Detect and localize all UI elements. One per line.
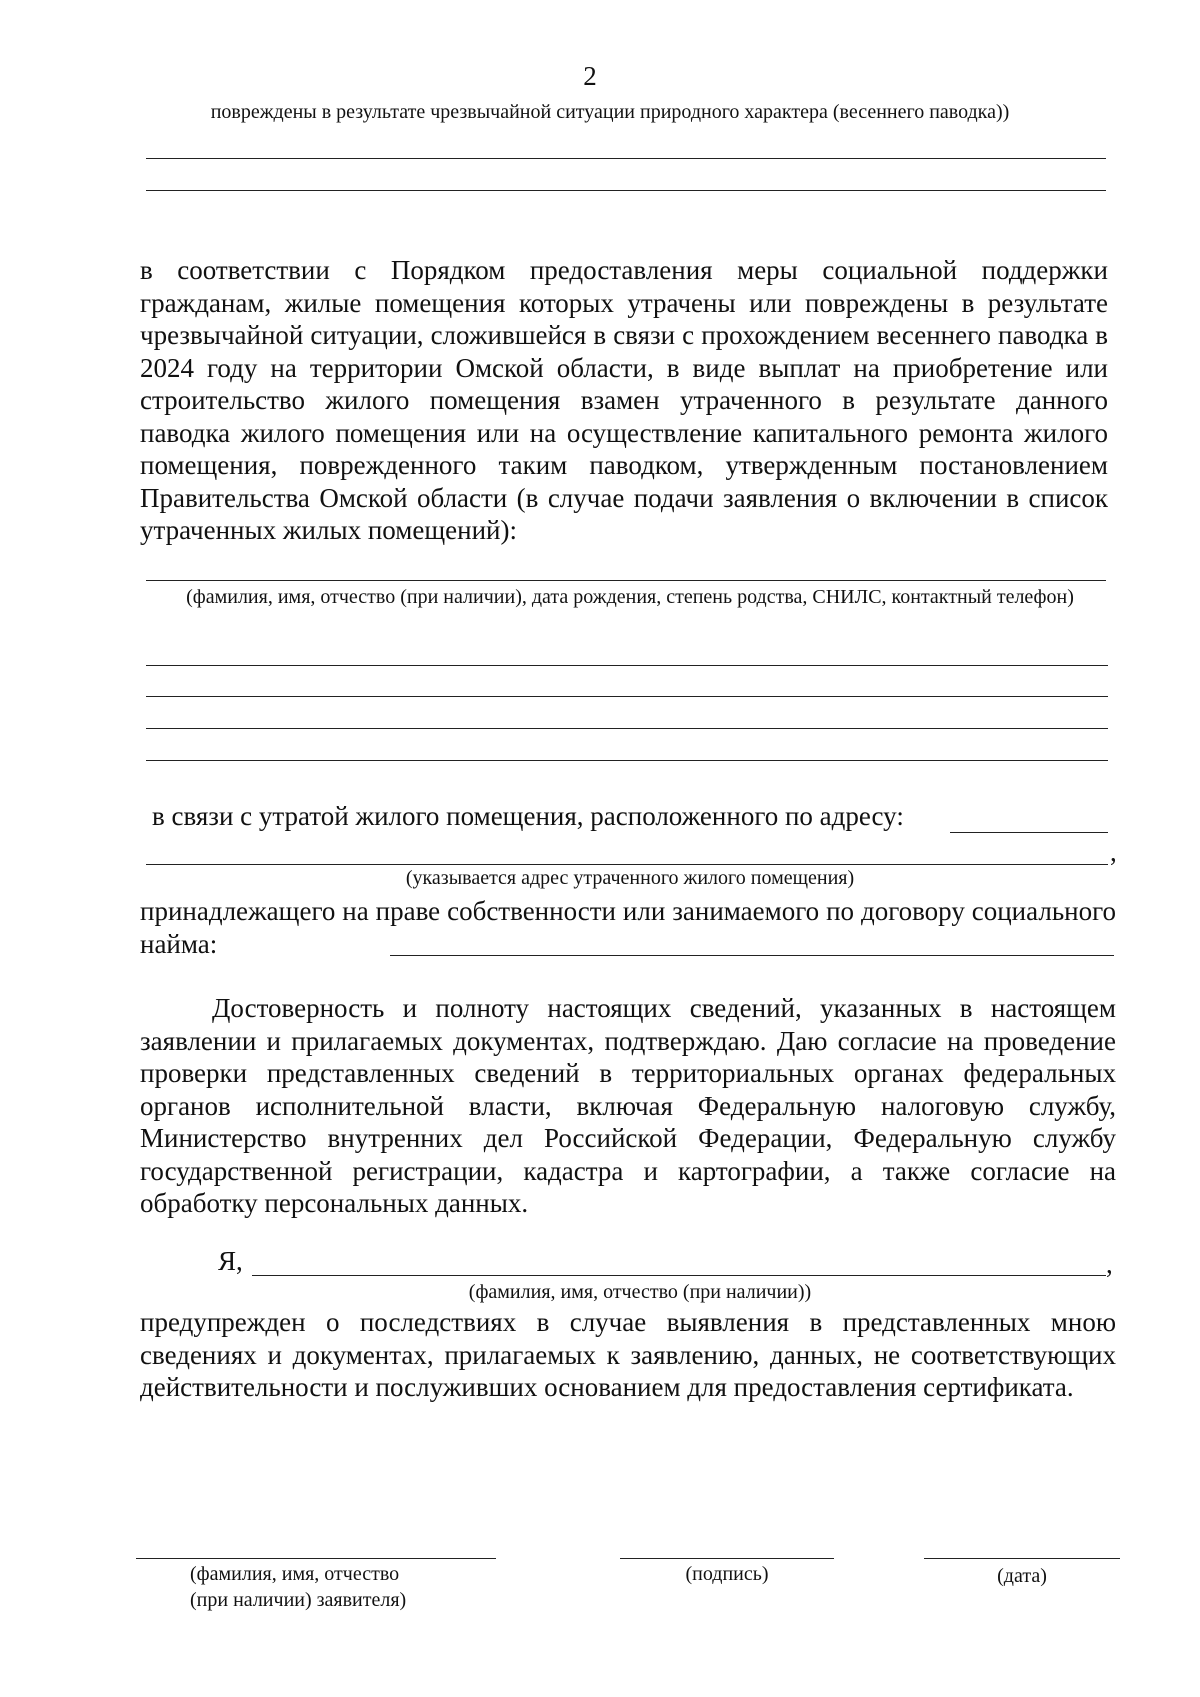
main-paragraph: в соответствии с Порядком предоставления меры социальной поддержки гражданам, жилые помещения которых утрачены или повреждены в результате чрезвычайной ситуации, сложившейся в связи с прохождением весеннего паводка в 2024 году на территории Омской области, в виде выплат на приобретение или строительство жилого помещения взамен утраченного в результате данного паводка жилого помещения или на осуществление капитального ремонта жилого помещения, поврежденного таким паводком, утвержденным постановлением Правительства Омской области (в случае подачи заявления о включении в список утраченных жилых помещений): xyxy=(140,255,1108,545)
family-fill-line-1 xyxy=(146,665,1108,666)
family-fill-line-4 xyxy=(146,760,1108,761)
date-line xyxy=(924,1558,1120,1559)
signature-caption: (подпись) xyxy=(685,1563,769,1585)
ownership-line xyxy=(390,955,1114,956)
applicant-fio-caption-2: (при наличии) заявителя) xyxy=(190,1589,407,1611)
header-caption: повреждены в результате чрезвычайной ситуации природного характера (весеннего паводка)) xyxy=(210,101,1010,123)
family-fill-line-2 xyxy=(146,696,1108,697)
address-short-line xyxy=(950,832,1108,833)
family-fill-line-3 xyxy=(146,728,1108,729)
family-caption: (фамилия, имя, отчество (при наличии), дата рождения, степень родства, СНИЛС, контактный телефон) xyxy=(186,586,1074,608)
ownership-text: принадлежащего на праве собственности или занимаемого по договору социального найма: xyxy=(140,896,1116,959)
signature-line xyxy=(620,1558,834,1559)
address-comma: , xyxy=(1110,837,1117,867)
ya-label: Я, xyxy=(218,1246,243,1276)
ya-comma: , xyxy=(1106,1249,1113,1279)
address-caption: (указывается адрес утраченного жилого помещения) xyxy=(405,867,855,889)
warning-paragraph: предупрежден о последствиях в случае выявления в представленных мною сведениях и документах, прилагаемых к заявлению, данных, не соответствующих действительности и послуживших основанием для предоставления сертификата. xyxy=(140,1307,1116,1402)
applicant-fio-caption-1: (фамилия, имя, отчество xyxy=(190,1563,400,1585)
consent-paragraph: Достоверность и полноту настоящих сведений, указанных в настоящем заявлении и прилагаемых документах, подтверждаю. Даю согласие на проведение проверки представленных сведений в территориальных органах федеральных органов исполнительной власти, включая Федеральную налоговую службу, Министерство внутренних дел Российской Федерации, Федеральную службу государственной регистрации, кадастра и картографии, а также согласие на обработку персональных данных. xyxy=(140,993,1116,1218)
fio-caption: (фамилия, имя, отчество (при наличии)) xyxy=(468,1281,812,1303)
ya-line xyxy=(252,1275,1106,1276)
date-caption: (дата) xyxy=(997,1565,1047,1587)
fill-line-1 xyxy=(146,158,1106,159)
address-line xyxy=(146,864,1108,865)
family-line xyxy=(146,580,1106,581)
address-text: в связи с утратой жилого помещения, расположенного по адресу: xyxy=(152,801,904,831)
fill-line-2 xyxy=(146,190,1106,191)
applicant-signature-line xyxy=(136,1558,496,1559)
page-number: 2 xyxy=(583,61,597,91)
